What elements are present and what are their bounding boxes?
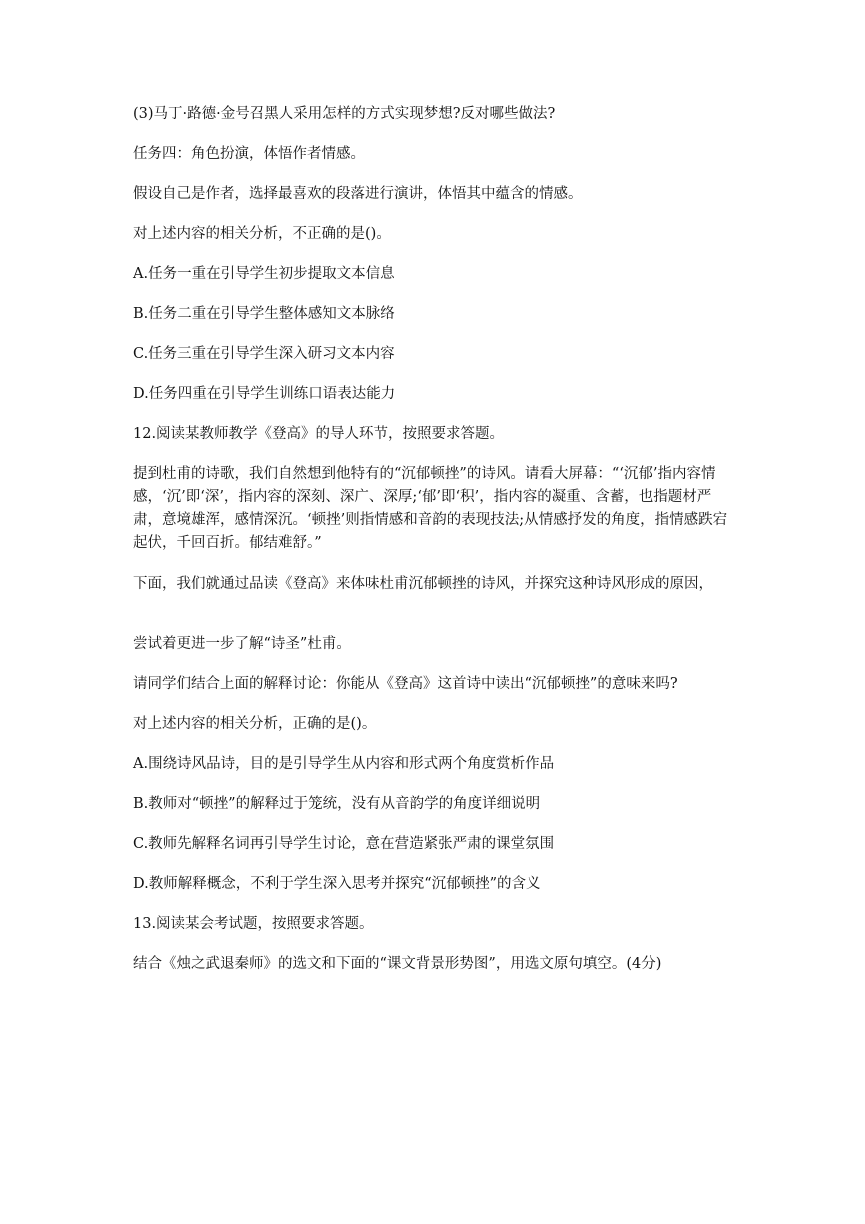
question-12-heading: 12.阅读某教师教学《登高》的导人环节，按照要求答题。 [133, 426, 505, 442]
option-c: C.教师先解释名词再引导学生讨论，意在营造紧张严肃的课堂氛围 [133, 836, 555, 852]
question-13-heading: 13.阅读某会考试题，按照要求答题。 [133, 916, 374, 932]
task-four-heading: 任务四：角色扮演，体悟作者情感。 [133, 146, 365, 162]
option-b: B.任务二重在引导学生整体感知文本脉络 [133, 306, 395, 322]
question-11-stem: 对上述内容的相关分析，不正确的是()。 [133, 226, 391, 242]
task-four-instruction: 假设自己是作者，选择最喜欢的段落进行演讲，体悟其中蕴含的情感。 [133, 186, 583, 202]
teacher-intro-quote: 提到杜甫的诗歌，我们自然想到他特有的“沉郁顿挫”的诗风。请看大屏幕：“‘沉郁’指内容情感，‘沉’即‘深’，指内容的深刻、深广、深厚;‘郁’即‘积’，指内容的凝重、含蓄，也指题材严肃，意境雄浑，感情深沉。‘顿挫’则指情感和音韵的表现技法;从情感抒发的角度，指情感跌宕起伏，千回百折。郁结难舒。” [133, 466, 728, 551]
option-a: A.围绕诗风品诗，目的是引导学生从内容和形式两个角度赏析作品 [133, 756, 555, 772]
question-12-stem: 对上述内容的相关分析，正确的是()。 [133, 716, 377, 732]
question-item-3: (3)马丁·路德·金号召黑人采用怎样的方式实现梦想?反对哪些做法? [133, 106, 556, 122]
option-d: D.任务四重在引导学生训练口语表达能力 [133, 386, 396, 402]
teacher-intro-continue: 下面，我们就通过品读《登高》来体味杜甫沉郁顿挫的诗风，并探究这种诗风形成的原因， [133, 576, 713, 592]
discussion-prompt: 请同学们结合上面的解释讨论：你能从《登高》这首诗中读出“沉郁顿挫”的意味来吗? [133, 676, 678, 692]
option-a: A.任务一重在引导学生初步提取文本信息 [133, 266, 395, 282]
question-13-instruction: 结合《烛之武退秦师》的选文和下面的“课文背景形势图”，用选文原句填空。(4分) [133, 956, 662, 972]
option-c: C.任务三重在引导学生深入研习文本内容 [133, 346, 395, 362]
teacher-intro-poet: 尝试着更进一步了解“诗圣”杜甫。 [133, 636, 351, 652]
option-d: D.教师解释概念，不利于学生深入思考并探究“沉郁顿挫”的含义 [133, 876, 541, 892]
option-b: B.教师对“顿挫”的解释过于笼统，没有从音韵学的角度详细说明 [133, 796, 541, 812]
